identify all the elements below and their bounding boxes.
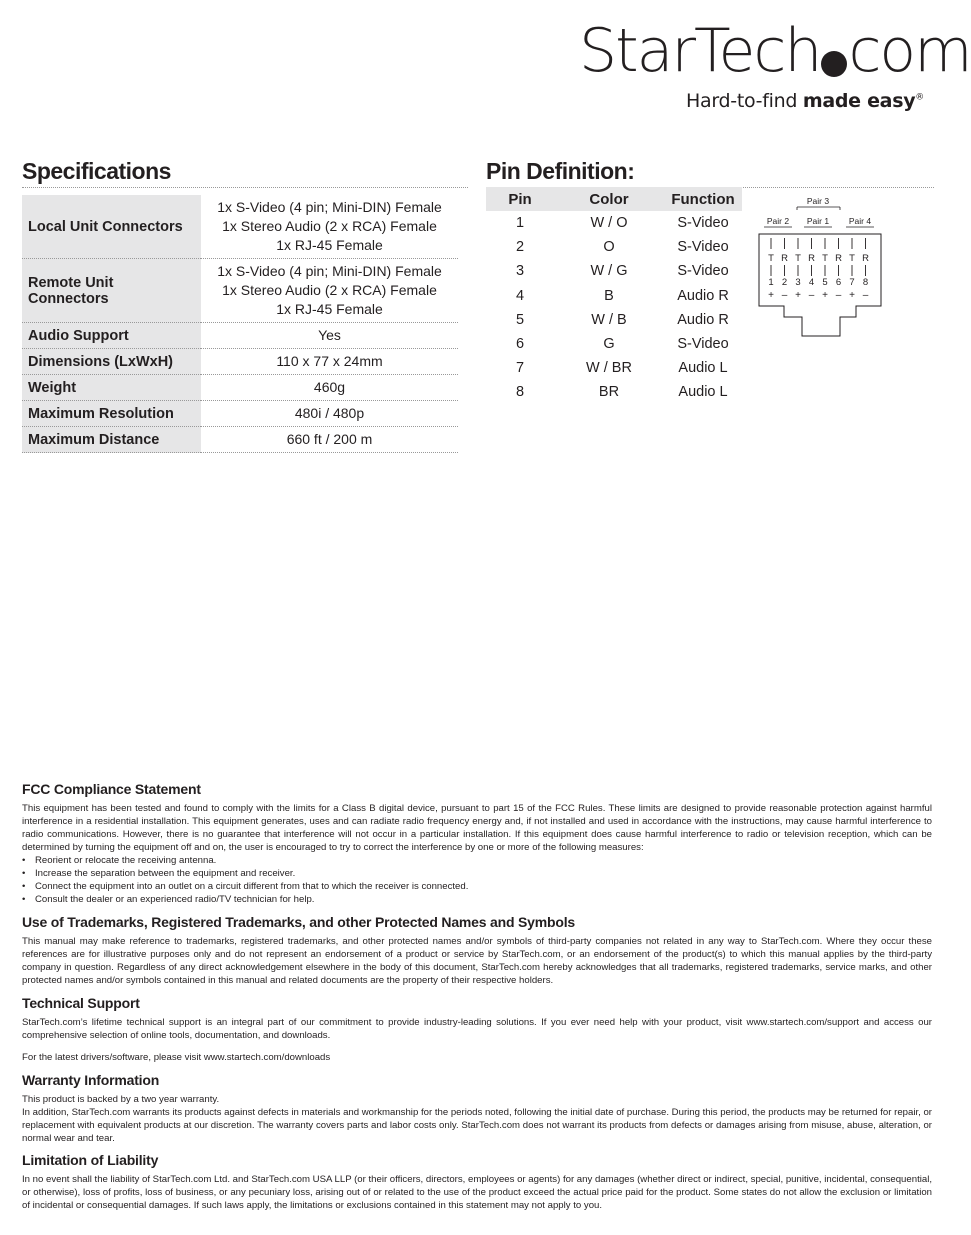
list-item: • Increase the separation between the equipment and receiver.: [22, 867, 932, 880]
warranty-section: [22, 1074, 932, 1145]
pin-function: S-Video: [677, 239, 729, 256]
pin-function: Audio R: [677, 311, 729, 328]
pin-function: S-Video: [677, 263, 729, 280]
pin-color: W / B: [591, 311, 627, 328]
table-row: [22, 323, 458, 349]
fcc-body: This equipment has been tested and found to comply with the limits for a Class B digital device, pursuant to part 15 of the FCC Rules. These limits are designed to provide reasonable protection against harmful interference in a residential installation. This equipment generates, uses and can radiate radio frequency energy and, if not installed and used in accordance with the instructions, may cause harmful interference to radio communications. However, there is no guarantee that interference will not occur in a particular installation. If this equipment does cause harmful interference to radio or television reception, which can be determined by turning the equipment off and on, the user is encouraged to try to correct the interference by one or more of the following measures:: [22, 803, 932, 853]
pin-letter: T: [822, 253, 828, 264]
table-row: [486, 332, 742, 356]
spec-value: [201, 259, 458, 323]
registered-mark: ®: [915, 92, 924, 103]
spec-value-line: 1x S-Video (4 pin; Mini-DIN) Female: [217, 199, 442, 215]
pin-definition-table: [486, 187, 742, 405]
spec-value-line: 110 x 77 x 24mm: [276, 353, 383, 369]
spec-value-line: 1x Stereo Audio (2 x RCA) Female: [222, 218, 437, 234]
pin-number-label: 8: [862, 277, 869, 288]
table-row: [486, 380, 742, 404]
pin-color: W / BR: [586, 360, 632, 377]
logo-wordmark: [579, 18, 971, 84]
pin-function: Audio L: [678, 384, 728, 401]
pin-letter: R: [781, 253, 788, 264]
pin-letter: R: [862, 253, 869, 264]
spec-value: [201, 401, 458, 427]
spec-value: [201, 195, 458, 259]
specifications-heading: Specifications: [22, 158, 468, 188]
support-heading: Technical Support: [22, 995, 140, 1011]
pin-column-header: Pin: [486, 187, 554, 211]
pin-color: O: [603, 239, 615, 256]
spec-value-line: 1x RJ-45 Female: [276, 237, 383, 253]
trademarks-heading: Use of Trademarks, Registered Trademarks, and other Protected Names and Symbols: [22, 914, 575, 930]
pin-number: 4: [515, 287, 525, 304]
spec-value-line: 480i / 480p: [294, 405, 365, 421]
spec-value-line: Yes: [318, 327, 341, 343]
pin-letter: T: [795, 253, 801, 264]
pin-letter: T: [849, 253, 855, 264]
pair4-label: Pair 4: [848, 216, 872, 226]
technical-support-section: [22, 997, 932, 1064]
spec-label: Maximum Distance: [22, 427, 201, 453]
spec-value: [201, 323, 458, 349]
logo-word-a: StarTech: [579, 16, 821, 86]
pin-number: 3: [515, 263, 525, 280]
list-item: • Consult the dealer or an experienced radio/TV technician for help.: [22, 893, 932, 906]
fcc-heading: FCC Compliance Statement: [22, 781, 201, 797]
pin-number-label: 2: [781, 277, 788, 288]
spec-label: Local Unit Connectors: [22, 195, 201, 259]
pair3-label: Pair 3: [806, 196, 830, 206]
spec-value-line: 660 ft / 200 m: [286, 431, 373, 447]
fcc-measures-list: [22, 854, 932, 906]
logo-tagline: [686, 90, 924, 112]
support-downloads-text: For the latest drivers/software, please visit www.startech.com/downloads: [22, 1052, 331, 1063]
table-row: [22, 401, 458, 427]
warranty-body-detail: In addition, StarTech.com warrants its products against defects in materials and workmanship for the periods noted, following the initial date of purchase. During this period, the products may be returned for repair, or replacement with equivalent products at our discretion. The warranty covers parts and labor costs only. StarTech.com does not warrant its products from defects or damages arising from misuse, abuse, alteration, or normal wear and tear.: [22, 1107, 932, 1144]
pin-polarity: –: [835, 290, 842, 301]
table-row: [22, 427, 458, 453]
pin-table-header-row: [486, 187, 742, 211]
pin-polarity: +: [768, 290, 774, 301]
spec-label: Weight: [22, 375, 201, 401]
spec-value: [201, 375, 458, 401]
table-row: [486, 284, 742, 308]
pin-number: 1: [515, 215, 525, 232]
table-row: [486, 308, 742, 332]
pin-polarity: +: [795, 290, 801, 301]
spec-label: Remote Unit Connectors: [22, 259, 201, 323]
liability-heading: Limitation of Liability: [22, 1152, 159, 1168]
pin-color: G: [603, 336, 615, 353]
warranty-heading: Warranty Information: [22, 1072, 160, 1088]
pin-function: S-Video: [677, 215, 729, 232]
trademarks-body: This manual may make reference to trademarks, registered trademarks, and other protected names and/or symbols of third-party companies not related in any way to StarTech.com. Where they occur these references are for illustrative purposes only and do not represent an endorsement of a product or service by StarTech.com, or an endorsement of the product(s) to which this manual applies by the third-party company in question. Regardless of any direct acknowledgement elsewhere in the body of this document, StarTech.com hereby acknowledges that all trademarks, registered trademarks, service marks, and other protected names and/or symbols contained in this manual and related documents are the property of their respective holders.: [22, 936, 932, 986]
table-row: [486, 356, 742, 380]
pin-number: 7: [515, 360, 525, 377]
pin-number-label: 7: [849, 277, 855, 288]
pin-number: 2: [515, 239, 525, 256]
pin-polarity: +: [822, 290, 828, 301]
pin-letter: T: [768, 253, 774, 264]
logo-word-b: com: [848, 16, 971, 86]
table-row: [22, 195, 458, 259]
pin-number-label: 4: [808, 277, 815, 288]
spec-value-line: 1x S-Video (4 pin; Mini-DIN) Female: [217, 263, 442, 279]
pair2-label: Pair 2: [766, 216, 790, 226]
pin-definition-heading: Pin Definition:: [486, 158, 934, 188]
function-column-header: Function: [664, 187, 742, 211]
pin-color: BR: [598, 384, 620, 401]
pin-number-label: 5: [822, 277, 828, 288]
spec-value-line: 460g: [313, 379, 346, 395]
pin-letter: R: [835, 253, 842, 264]
spec-value: [201, 349, 458, 375]
pin-letter: R: [808, 253, 815, 264]
pin-color: W / G: [590, 263, 628, 280]
logo-dot-icon: [821, 51, 847, 77]
pin-number-label: 3: [795, 277, 801, 288]
pin-function: Audio R: [677, 287, 729, 304]
tagline-bold: made easy: [802, 90, 916, 112]
pair1-label: Pair 1: [806, 216, 830, 226]
pin-polarity: –: [862, 290, 869, 301]
spec-label: Audio Support: [22, 323, 201, 349]
table-row: [22, 375, 458, 401]
spec-label: Maximum Resolution: [22, 401, 201, 427]
table-row: [22, 259, 458, 323]
spec-value-line: 1x Stereo Audio (2 x RCA) Female: [222, 282, 437, 298]
color-column-header: Color: [554, 187, 664, 211]
pin-polarity: –: [808, 290, 815, 301]
pin-number-label: 1: [768, 277, 774, 288]
pin-color: W / O: [590, 215, 628, 232]
table-row: [486, 235, 742, 259]
pin-polarity: +: [849, 290, 855, 301]
spec-value: [201, 427, 458, 453]
table-row: [486, 259, 742, 283]
pin-number: 6: [515, 336, 525, 353]
table-row: [22, 349, 458, 375]
tagline-light: Hard-to-find: [686, 90, 803, 112]
pin-polarity: –: [781, 290, 788, 301]
support-body: StarTech.com’s lifetime technical support is an integral part of our commitment to provide industry-leading solutions. If you ever need help with your product, visit www.startech.com/support and access our comprehensive selection of online tools, documentation, and downloads.: [22, 1017, 932, 1041]
spec-label: Dimensions (LxWxH): [22, 349, 201, 375]
list-item: • Reorient or relocate the receiving antenna.: [22, 854, 932, 867]
list-item: • Connect the equipment into an outlet on a circuit different from that to which the receiver is connected.: [22, 880, 932, 893]
rj45-pinout-diagram: [756, 193, 888, 345]
fcc-section: [22, 783, 932, 906]
warranty-body: This product is backed by a two year warranty.: [22, 1094, 220, 1105]
pin-number: 5: [515, 311, 525, 328]
diagram-pins: [768, 238, 869, 301]
pin-number: 8: [515, 384, 525, 401]
liability-section: [22, 1154, 932, 1212]
startech-logo: [579, 16, 971, 128]
table-row: [486, 211, 742, 235]
trademarks-section: [22, 916, 932, 987]
pin-function: Audio L: [678, 360, 728, 377]
liability-body: In no event shall the liability of StarTech.com Ltd. and StarTech.com USA LLP (or their officers, directors, employees or agents) for any damages (whether direct or indirect, special, punitive, incidental, consequential, or otherwise), loss of profits, loss of business, or any pecuniary loss, arising out of or related to the use of the product exceed the actual price paid for the product. Some states do not allow the exclusion or limitation of incidental or consequential damages. If such laws apply, the limitations or exclusions contained in this statement may not apply to you.: [22, 1174, 932, 1211]
pin-function: S-Video: [677, 336, 729, 353]
pin-number-label: 6: [835, 277, 842, 288]
pin-color: B: [604, 287, 614, 304]
specifications-table: [22, 195, 458, 453]
spec-value-line: 1x RJ-45 Female: [276, 301, 383, 317]
